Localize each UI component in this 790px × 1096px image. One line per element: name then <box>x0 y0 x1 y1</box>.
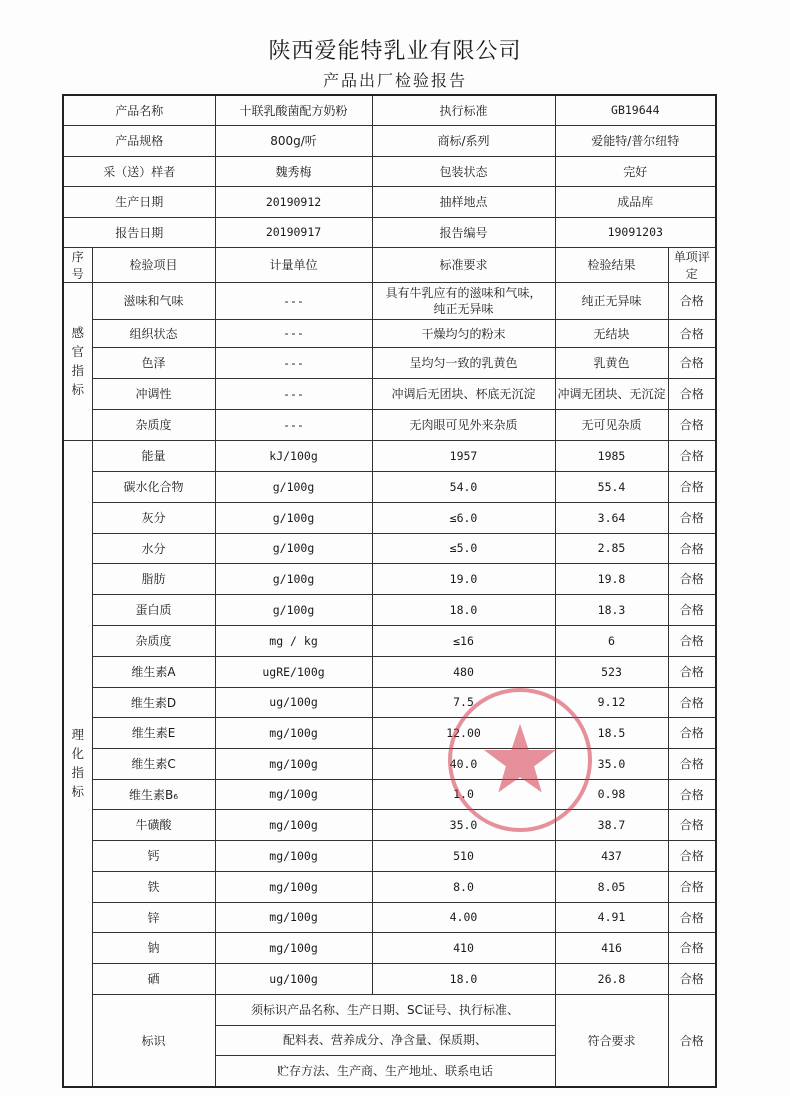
sampler-value: 魏秀梅 <box>215 156 372 186</box>
location-label: 抽样地点 <box>372 186 555 217</box>
verdict-cell: 合格 <box>668 932 716 963</box>
table-row <box>63 347 716 378</box>
table-row <box>63 319 716 347</box>
unit-cell: ug/100g <box>215 687 372 717</box>
brand-value: 爱能特/普尔纽特 <box>555 125 716 156</box>
col-no: 序号 <box>63 247 92 282</box>
result-cell: 3.64 <box>555 502 668 533</box>
verdict-cell: 合格 <box>668 656 716 687</box>
info-row <box>63 217 716 247</box>
result-cell: 6 <box>555 625 668 656</box>
standard-value: GB19644 <box>555 95 716 125</box>
unit-cell: kJ/100g <box>215 440 372 471</box>
requirement-cell: 480 <box>372 656 555 687</box>
item-cell: 蛋白质 <box>92 594 215 625</box>
info-row <box>63 186 716 217</box>
result-cell: 符合要求 <box>555 994 668 1087</box>
table-row <box>63 687 716 717</box>
verdict-cell: 合格 <box>668 533 716 563</box>
verdict-cell: 合格 <box>668 871 716 902</box>
table-row <box>63 563 716 594</box>
result-cell: 55.4 <box>555 471 668 502</box>
item-cell: 能量 <box>92 440 215 471</box>
verdict-cell: 合格 <box>668 378 716 409</box>
info-row <box>63 156 716 186</box>
company-name: 陕西爱能特乳业有限公司 <box>268 39 522 64</box>
unit-cell: mg/100g <box>215 779 372 809</box>
unit-cell: g/100g <box>215 533 372 563</box>
table-row <box>63 533 716 563</box>
verdict-cell: 合格 <box>668 717 716 748</box>
result-cell: 437 <box>555 840 668 871</box>
item-cell: 硒 <box>92 963 215 994</box>
result-cell: 乳黄色 <box>555 347 668 378</box>
brand-label: 商标/系列 <box>372 125 555 156</box>
unit-cell: mg/100g <box>215 871 372 902</box>
table-row <box>63 902 716 932</box>
unit-cell: ug/100g <box>215 963 372 994</box>
result-cell: 523 <box>555 656 668 687</box>
info-row <box>63 125 716 156</box>
item-cell: 水分 <box>92 533 215 563</box>
unit-cell: g/100g <box>215 594 372 625</box>
col-result: 检验结果 <box>555 247 668 282</box>
item-cell: 色泽 <box>92 347 215 378</box>
prod-date-value: 20190912 <box>215 186 372 217</box>
requirement-cell: ≤16 <box>372 625 555 656</box>
requirement-cell: 19.0 <box>372 563 555 594</box>
physchem-category: 理 化 指 标 <box>63 440 92 1087</box>
spec-value: 800g/听 <box>215 125 372 156</box>
verdict-cell: 合格 <box>668 563 716 594</box>
labeling-line: 贮存方法、生产商、生产地址、联系电话 <box>277 1063 494 1078</box>
requirement-cell: 40.0 <box>372 748 555 779</box>
unit-cell: g/100g <box>215 502 372 533</box>
product-name-value: 十联乳酸菌配方奶粉 <box>215 95 372 125</box>
report-title: 产品出厂检验报告 <box>322 71 467 90</box>
result-cell: 2.85 <box>555 533 668 563</box>
table-row <box>63 409 716 440</box>
item-cell: 滋味和气味 <box>92 282 215 319</box>
result-cell: 38.7 <box>555 809 668 840</box>
unit-cell: g/100g <box>215 563 372 594</box>
col-requirement: 标准要求 <box>372 247 555 282</box>
report-no-label: 报告编号 <box>372 217 555 247</box>
unit-cell: mg/100g <box>215 809 372 840</box>
table-row <box>63 625 716 656</box>
col-item: 检验项目 <box>92 247 215 282</box>
col-unit: 计量单位 <box>215 247 372 282</box>
verdict-cell: 合格 <box>668 809 716 840</box>
table-row <box>63 378 716 409</box>
table-row <box>63 748 716 779</box>
requirement-cell: 18.0 <box>372 963 555 994</box>
col-verdict: 单项评定 <box>668 247 716 282</box>
requirement-cell: 具有牛乳应有的滋味和气味， 纯正无异味 <box>372 282 555 319</box>
table-row <box>63 471 716 502</box>
result-cell: 4.91 <box>555 902 668 932</box>
result-cell: 8.05 <box>555 871 668 902</box>
table-row <box>63 502 716 533</box>
packaging-value: 完好 <box>555 156 716 186</box>
unit-cell: g/100g <box>215 471 372 502</box>
item-cell: 维生素A <box>92 656 215 687</box>
verdict-cell: 合格 <box>668 779 716 809</box>
verdict-cell: 合格 <box>668 625 716 656</box>
verdict-cell: 合格 <box>668 594 716 625</box>
spec-label: 产品规格 <box>63 125 215 156</box>
item-cell: 锌 <box>92 902 215 932</box>
item-cell: 杂质度 <box>92 409 215 440</box>
requirement-cell: ≤5.0 <box>372 533 555 563</box>
result-cell: 1985 <box>555 440 668 471</box>
item-cell: 冲调性 <box>92 378 215 409</box>
verdict-cell: 合格 <box>668 409 716 440</box>
result-cell: 0.98 <box>555 779 668 809</box>
table-row <box>63 717 716 748</box>
item-cell: 维生素E <box>92 717 215 748</box>
result-cell: 18.3 <box>555 594 668 625</box>
result-cell: 无结块 <box>555 319 668 347</box>
requirement-cell: 8.0 <box>372 871 555 902</box>
verdict-cell: 合格 <box>668 963 716 994</box>
requirement-cell: 1957 <box>372 440 555 471</box>
requirement-cell: 干燥均匀的粉末 <box>372 319 555 347</box>
table-row <box>63 871 716 902</box>
column-header-row <box>63 247 716 282</box>
packaging-label: 包装状态 <box>372 156 555 186</box>
labeling-requirement-cell <box>215 994 555 1087</box>
product-name-label: 产品名称 <box>63 95 215 125</box>
item-cell: 维生素C <box>92 748 215 779</box>
report-date-value: 20190917 <box>215 217 372 247</box>
requirement-cell: 12.00 <box>372 717 555 748</box>
requirement-cell: 54.0 <box>372 471 555 502</box>
verdict-cell: 合格 <box>668 282 716 319</box>
item-cell: 牛磺酸 <box>92 809 215 840</box>
item-cell: 铁 <box>92 871 215 902</box>
requirement-cell: 4.00 <box>372 902 555 932</box>
item-cell: 维生素D <box>92 687 215 717</box>
table-row <box>63 594 716 625</box>
unit-cell: mg/100g <box>215 902 372 932</box>
sampler-label: 采（送）样者 <box>63 156 215 186</box>
table-row <box>63 656 716 687</box>
report-no-value: 19091203 <box>555 217 716 247</box>
table-row <box>63 282 716 319</box>
table-row <box>63 840 716 871</box>
unit-cell: --- <box>215 282 372 319</box>
item-cell: 钙 <box>92 840 215 871</box>
result-cell: 18.5 <box>555 717 668 748</box>
item-cell: 杂质度 <box>92 625 215 656</box>
table-row <box>63 809 716 840</box>
table-row <box>63 932 716 963</box>
report-date-label: 报告日期 <box>63 217 215 247</box>
unit-cell: --- <box>215 409 372 440</box>
requirement-cell: 无肉眼可见外来杂质 <box>372 409 555 440</box>
item-cell: 标识 <box>92 994 215 1087</box>
requirement-cell: 7.5 <box>372 687 555 717</box>
result-cell: 19.8 <box>555 563 668 594</box>
table-row <box>63 963 716 994</box>
result-cell: 冲调无团块、无沉淀 <box>555 378 668 409</box>
requirement-cell: 呈均匀一致的乳黄色 <box>372 347 555 378</box>
result-cell: 纯正无异味 <box>555 282 668 319</box>
item-cell: 钠 <box>92 932 215 963</box>
result-cell: 416 <box>555 932 668 963</box>
unit-cell: mg/100g <box>215 840 372 871</box>
result-cell: 35.0 <box>555 748 668 779</box>
unit-cell: --- <box>215 378 372 409</box>
requirement-cell: 410 <box>372 932 555 963</box>
result-cell: 26.8 <box>555 963 668 994</box>
unit-cell: mg/100g <box>215 932 372 963</box>
result-cell: 无可见杂质 <box>555 409 668 440</box>
item-cell: 碳水化合物 <box>92 471 215 502</box>
unit-cell: --- <box>215 319 372 347</box>
requirement-cell: 18.0 <box>372 594 555 625</box>
unit-cell: --- <box>215 347 372 378</box>
info-row <box>63 95 716 125</box>
prod-date-label: 生产日期 <box>63 186 215 217</box>
verdict-cell: 合格 <box>668 840 716 871</box>
verdict-cell: 合格 <box>668 347 716 378</box>
requirement-cell: ≤6.0 <box>372 502 555 533</box>
labeling-line: 配料表、营养成分、净含量、保质期、 <box>216 1026 555 1056</box>
verdict-cell: 合格 <box>668 440 716 471</box>
unit-cell: mg / kg <box>215 625 372 656</box>
requirement-cell: 510 <box>372 840 555 871</box>
verdict-cell: 合格 <box>668 994 716 1087</box>
location-value: 成品库 <box>555 186 716 217</box>
verdict-cell: 合格 <box>668 319 716 347</box>
unit-cell: mg/100g <box>215 717 372 748</box>
verdict-cell: 合格 <box>668 902 716 932</box>
requirement-cell: 35.0 <box>372 809 555 840</box>
labeling-line: 须标识产品名称、生产日期、SC证号、执行标准、 <box>216 995 555 1026</box>
item-cell: 组织状态 <box>92 319 215 347</box>
requirement-cell: 冲调后无团块、杯底无沉淀 <box>372 378 555 409</box>
item-cell: 维生素B₆ <box>92 779 215 809</box>
verdict-cell: 合格 <box>668 502 716 533</box>
table-row <box>63 994 716 1087</box>
unit-cell: ugRE/100g <box>215 656 372 687</box>
table-row <box>63 440 716 471</box>
item-cell: 灰分 <box>92 502 215 533</box>
table-row <box>63 779 716 809</box>
sensory-category: 感 官 指 标 <box>63 282 92 440</box>
inspection-report-table <box>62 94 717 1088</box>
standard-label: 执行标准 <box>372 95 555 125</box>
item-cell: 脂肪 <box>92 563 215 594</box>
verdict-cell: 合格 <box>668 471 716 502</box>
requirement-cell: 1.0 <box>372 779 555 809</box>
verdict-cell: 合格 <box>668 687 716 717</box>
result-cell: 9.12 <box>555 687 668 717</box>
verdict-cell: 合格 <box>668 748 716 779</box>
unit-cell: mg/100g <box>215 748 372 779</box>
